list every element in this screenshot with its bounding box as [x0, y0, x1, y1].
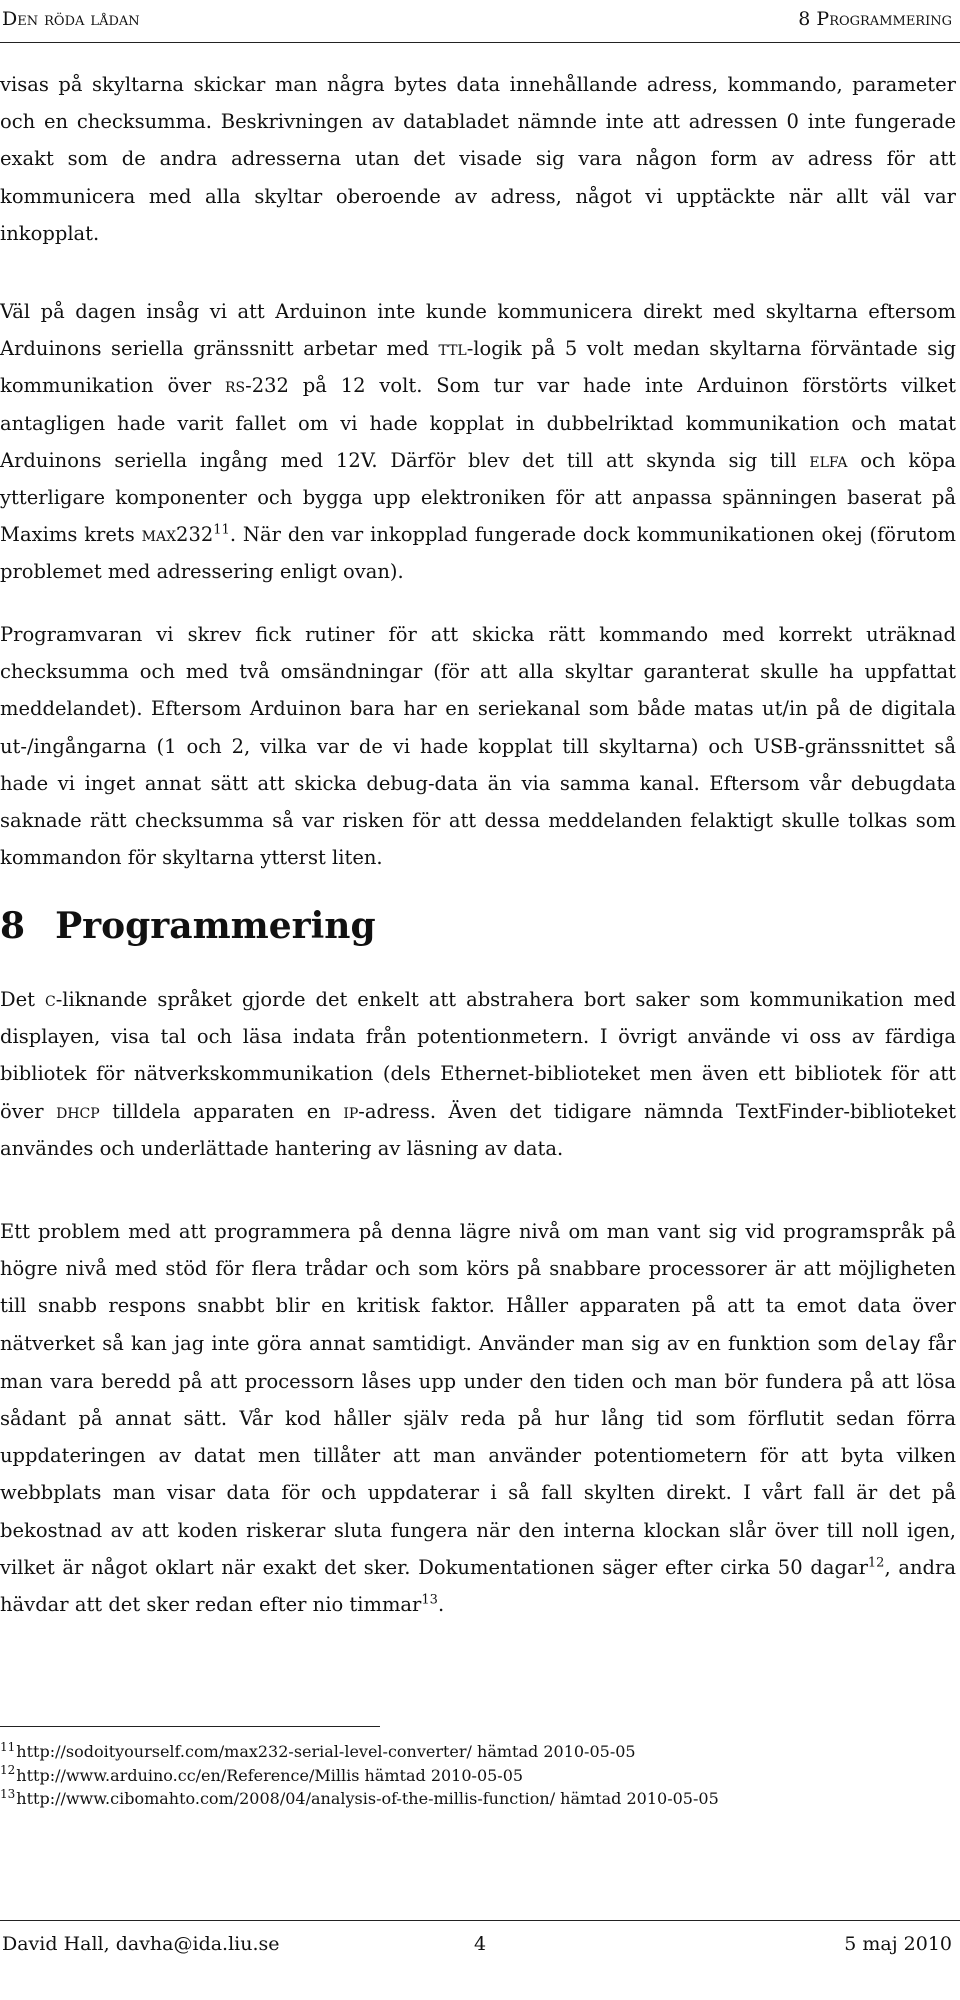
acronym-ttl: ttl [438, 337, 467, 361]
acronym-dhcp: dhcp [56, 1099, 100, 1123]
text-span: Det [0, 988, 45, 1011]
text-span: får man vara beredd på att processorn låses upp under den tiden och man bör fundera på att lösa sådant på annat sätt. Vår kod håller själv reda på hur lång tid som förflutit sedan förra uppdateringen av datat men tillåter att man använder potentiometern för att byta vilken webbplats man visar data för och uppdaterar i så fall skylten direkt. I vårt fall är det på bekostnad av att koden riskerar sluta fungera när den interna klockan slår över till noll igen, vilket är något oklart när exakt det sker. Dokumentationen säger efter cirka 50 dagar [0, 1331, 956, 1579]
text-span: . [437, 1593, 445, 1617]
footnote-mark: 11 [0, 1739, 16, 1754]
footnote-link[interactable]: http://www.cibomahto.com/2008/04/analysis-of-the-millis-function/ hämtad 2010-05-05 [16, 1789, 719, 1808]
footnote-ref-12[interactable]: 12 [867, 1555, 885, 1571]
text-span: -logik på 5 volt medan skyltarna förväntade sig kommunikation över [0, 337, 956, 398]
footnote-divider [0, 1726, 380, 1727]
code-delay: delay [864, 1333, 921, 1355]
text-span: 232 [176, 523, 214, 547]
text-span: -adress. Även det tidigare nämnda TextFinder-biblioteket användes och underlättade hantering av läsning av data. [0, 1099, 956, 1160]
footnote-link[interactable]: http://www.arduino.cc/en/Reference/Millis hämtad 2010-05-05 [16, 1765, 524, 1785]
paragraph-1: visas på skyltarna skickar man några bytes data innehållande adress, kommando, parameter och en checksumma. Beskrivningen av databladet nämnde inte att adressen 0 inte fungerade exakt som de andra adresserna utan det visade sig vara någon form av adress för att kommunicera med alla skyltar oberoende av adress, något vi upptäckte när allt väl var inkopplat. [0, 73, 956, 245]
section-number: 8 [0, 905, 26, 947]
footnote-item [0, 1787, 719, 1811]
text-span: Ett problem med att programmera på denna lägre nivå om man vant sig vid programspråk på högre nivå med stöd för flera trådar och som körs på snabbare processorer är att möjligheten till snabb respons snabbt blir en kritisk faktor. Håller apparaten på att ta emot data över nätverket så kan jag inte göra annat samtidigt. Använder man sig av en funktion som [0, 1220, 956, 1355]
footnotes [0, 1740, 719, 1811]
section-title: Programmering [55, 905, 376, 947]
footer-date: 5 maj 2010 [844, 1933, 952, 1955]
text-span: och köpa ytterligare komponenter och bygga upp elektroniken för att anpassa spänningen baserat på Maxims krets [0, 448, 956, 547]
footnote-mark: 13 [0, 1786, 16, 1801]
header-document-title: Den röda lådan [2, 8, 140, 30]
text-span: Väl på dagen insåg vi att Arduinon inte kunde kommunicera direkt med skyltarna eftersom Arduinons seriella gränssnitt arbetar med [0, 300, 956, 361]
running-header [0, 0, 960, 43]
footnote-link[interactable]: http://sodoityourself.com/max232-serial-level-converter/ hämtad 2010-05-05 [16, 1742, 636, 1761]
footnote-item [0, 1764, 719, 1788]
footnote-item [0, 1740, 719, 1764]
text-span: . När den var inkopplad fungerade dock kommunikationen okej (förutom problemet med adressering enligt ovan). [0, 523, 956, 584]
page-number: 4 [473, 1933, 487, 1955]
section-heading [0, 906, 376, 946]
paragraph-3: Programvaran vi skrev fick rutiner för att skicka rätt kommando med korrekt uträknad checksumma och med två omsändningar (för att alla skyltar garanterat skulle ha uppfattat meddelandet). Eftersom Arduinon bara har en seriekanal som både matas ut/in på de digitala ut-/ingångarna (1 och 2, vilka var de vi hade kopplat till skyltarna) och USB-gränssnittet så hade vi inget annat sätt att skicka debug-data än via samma kanal. Eftersom vår debugdata saknade rätt checksumma så var risken för att dessa meddelanden felaktigt skulle tolkas som kommandon för skyltarna ytterst liten. [0, 623, 956, 870]
footnote-ref-11[interactable]: 11 [213, 522, 230, 538]
acronym-max: max [141, 523, 177, 547]
paragraph-2 [0, 293, 956, 591]
footnote-mark: 12 [0, 1763, 16, 1778]
acronym-rs: rs [225, 374, 246, 398]
footer-author: David Hall, davha@ida.liu.se [2, 1933, 280, 1955]
paragraph-5 [0, 1213, 956, 1623]
running-footer [0, 1920, 960, 1971]
text-span: tilldela apparaten en [99, 1099, 344, 1123]
text-span: -liknande språket gjorde det enkelt att abstrahera bort saker som kommunikation med displayen, visa tal och läsa indata från potentionmetern. I övrigt använde vi oss av färdiga bibliotek för nätverkskommunikation (dels Ethernet-biblioteket men även ett bibliotek för att över [0, 988, 956, 1123]
paragraph-4 [0, 981, 956, 1167]
acronym-ip: ip [343, 1099, 359, 1123]
acronym-elfa: elfa [809, 448, 848, 472]
text-span: -232 på 12 volt. Som tur var hade inte Arduinon förstörts vilket antagligen hade varit fallet om vi hade kopplat in dubbelriktad kommunikation och matat Arduinons seriella ingång med 12V. Därför blev det till att skynda sig till [0, 374, 956, 472]
text-span: , andra hävdar att det sker redan efter nio timmar [0, 1555, 956, 1617]
footnote-ref-13[interactable]: 13 [421, 1592, 438, 1608]
acronym-c: c [44, 988, 56, 1011]
header-section-title: 8 Programmering [798, 8, 952, 30]
